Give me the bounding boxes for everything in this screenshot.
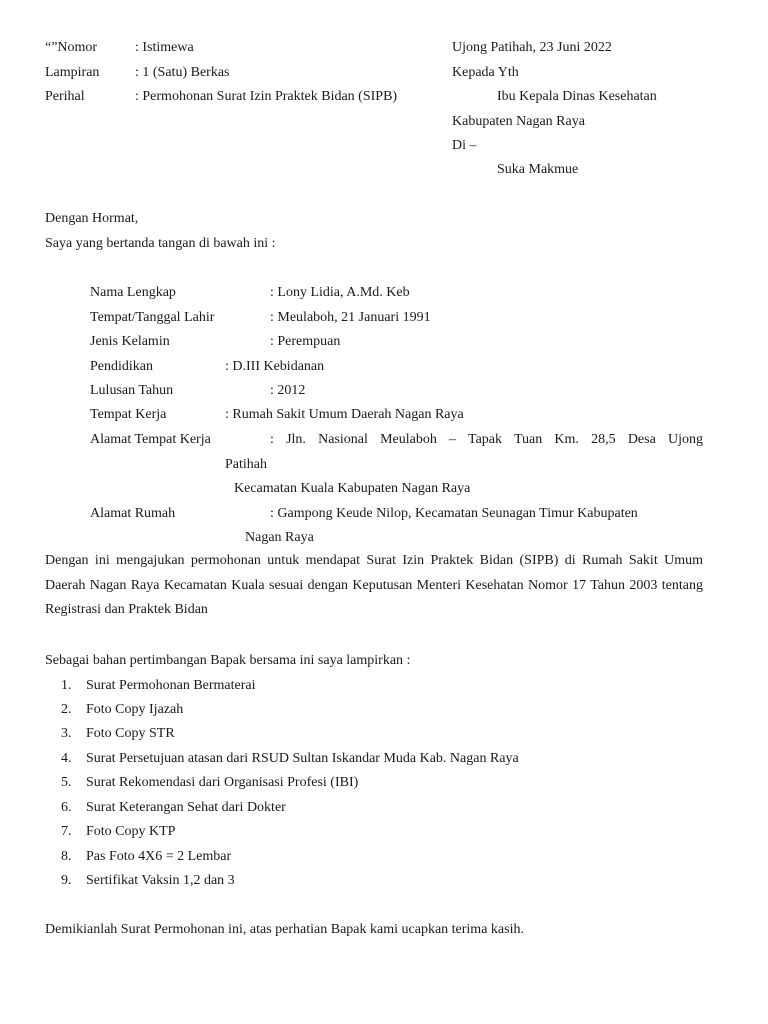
list-item-number: 9.: [61, 873, 72, 888]
nomor-label: “”Nomor: [45, 40, 98, 55]
jk-label: Jenis Kelamin: [90, 334, 170, 349]
list-item-number: 5.: [61, 775, 72, 790]
list-item-text: Surat Permohonan Bermaterai: [86, 678, 256, 693]
lulusan-label: Lulusan Tahun: [90, 383, 174, 398]
tempat-kerja-value: : Rumah Sakit Umum Daerah Nagan Raya: [225, 407, 464, 422]
intro-line: Saya yang bertanda tangan di bawah ini :: [45, 236, 276, 251]
ttl-value: : Meulaboh, 21 Januari 1991: [270, 310, 431, 325]
list-item-text: Foto Copy KTP: [86, 824, 176, 839]
closing-line: Demikianlah Surat Permohonan ini, atas perhatian Bapak kami ucapkan terima kasih.: [45, 922, 524, 937]
pendidikan-label: Pendidikan: [90, 359, 153, 374]
list-item-number: 8.: [61, 849, 72, 864]
lampiran-label: Lampiran: [45, 65, 100, 80]
nama-label: Nama Lengkap: [90, 285, 176, 300]
alamat-rumah-label: Alamat Rumah: [90, 506, 176, 521]
lampiran-value: : 1 (Satu) Berkas: [135, 65, 230, 80]
nomor-value: : Istimewa: [135, 40, 194, 55]
alamat-kerja-line-1: : Jln. Nasional Meulaboh – Tapak Tuan Km. 28,5 Desa Ujong: [270, 432, 703, 447]
list-item-number: 3.: [61, 726, 72, 741]
list-item-number: 1.: [61, 678, 72, 693]
lulusan-value: : 2012: [270, 383, 306, 398]
recipient-line-5: Suka Makmue: [497, 162, 579, 177]
attachments-intro: Sebagai bahan pertimbangan Bapak bersama ini saya lampirkan :: [45, 653, 411, 668]
recipient-line-3: Kabupaten Nagan Raya: [452, 114, 585, 129]
alamat-kerja-line-3: Kecamatan Kuala Kabupaten Nagan Raya: [234, 481, 471, 496]
greeting: Dengan Hormat,: [45, 211, 139, 226]
list-item-text: Surat Keterangan Sehat dari Dokter: [86, 800, 286, 815]
perihal-label: Perihal: [45, 89, 85, 104]
ttl-label: Tempat/Tanggal Lahir: [90, 310, 215, 325]
perihal-value: : Permohonan Surat Izin Praktek Bidan (SIPB): [135, 89, 398, 104]
alamat-rumah-line-2: Nagan Raya: [245, 530, 314, 545]
jk-value: : Perempuan: [270, 334, 341, 349]
list-item-text: Pas Foto 4X6 = 2 Lembar: [86, 849, 232, 864]
body-paragraph: Dengan ini mengajukan permohonan untuk mendapat Surat Izin Praktek Bidan (SIPB) di Rumah Sakit Umum Daerah Nagan Raya Kecamatan Kuala sesuai dengan Keputusan Menteri Kesehatan Nomor 17 Tahun 2003 tentang Registrasi dan Praktek Bidan: [45, 553, 703, 617]
list-item-text: Foto Copy Ijazah: [86, 702, 184, 717]
list-item-number: 4.: [61, 751, 72, 766]
recipient-line-4: Di –: [452, 138, 477, 153]
alamat-kerja-line-2: Patihah: [225, 457, 267, 472]
recipient-line-1: Kepada Yth: [452, 65, 519, 80]
list-item-text: Foto Copy STR: [86, 726, 175, 741]
nama-value: : Lony Lidia, A.Md. Keb: [270, 285, 410, 300]
list-item-text: Surat Persetujuan atasan dari RSUD Sultan Iskandar Muda Kab. Nagan Raya: [86, 751, 519, 766]
pendidikan-value: : D.III Kebidanan: [225, 359, 325, 374]
list-item-number: 2.: [61, 702, 72, 717]
tempat-kerja-label: Tempat Kerja: [90, 407, 167, 422]
list-item-text: Sertifikat Vaksin 1,2 dan 3: [86, 873, 235, 888]
alamat-kerja-label: Alamat Tempat Kerja: [90, 432, 211, 447]
recipient-line-2: Ibu Kepala Dinas Kesehatan: [497, 89, 657, 104]
list-item-text: Surat Rekomendasi dari Organisasi Profesi (IBI): [86, 775, 359, 790]
list-item-number: 7.: [61, 824, 72, 839]
list-item-number: 6.: [61, 800, 72, 815]
place-date: Ujong Patihah, 23 Juni 2022: [452, 40, 612, 55]
alamat-rumah-line-1: : Gampong Keude Nilop, Kecamatan Seunagan Timur Kabupaten: [270, 506, 638, 521]
